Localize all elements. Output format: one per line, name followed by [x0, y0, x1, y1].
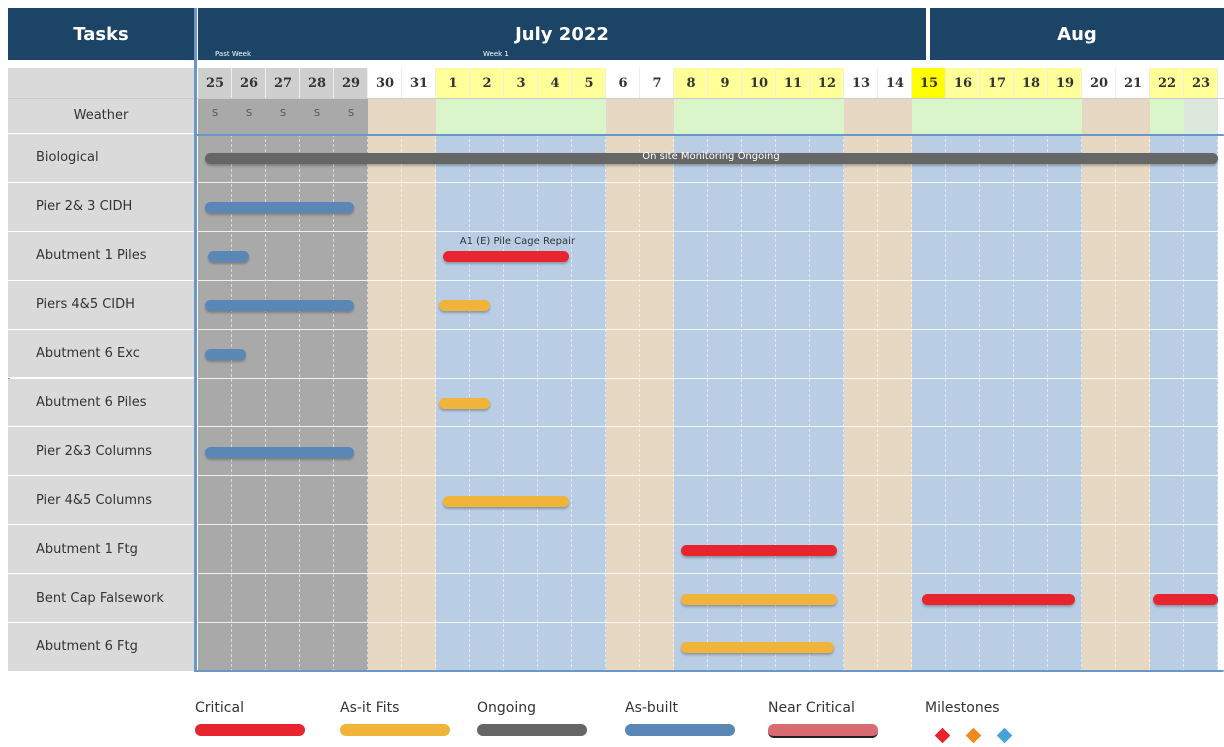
- legend-nearcritical: [768, 700, 878, 738]
- weather-cell: [980, 98, 1014, 134]
- milestone-orange-icon: [966, 728, 982, 744]
- weather-cell: [538, 98, 572, 134]
- weather-cell: [1082, 98, 1116, 134]
- weather-label: Weather: [8, 98, 194, 134]
- task-label: Bent Cap Falsework: [8, 574, 194, 623]
- legend-ongoing-label: Ongoing: [477, 700, 536, 716]
- task-label: Abutment 6 Piles: [8, 379, 194, 428]
- weather-cell: [1116, 98, 1150, 134]
- day-number: 16: [953, 75, 973, 91]
- day-number: 26: [239, 75, 259, 91]
- day-number: 6: [618, 75, 628, 91]
- asitfits-bar: [681, 594, 837, 605]
- row-divider: [8, 98, 1224, 99]
- weather-cell: [572, 98, 606, 134]
- task-label: Abutment 1 Piles: [8, 232, 194, 281]
- legend-asitfits-swatch: [340, 724, 450, 736]
- day-number: 31: [409, 75, 429, 91]
- day-number: 3: [516, 75, 526, 91]
- milestone-blue-icon: [997, 728, 1013, 744]
- weather-value: S: [245, 108, 253, 119]
- weather-cell: [946, 98, 980, 134]
- day-number: 29: [341, 75, 361, 91]
- day-number: 10: [749, 75, 769, 91]
- task-label: Pier 2&3 Columns: [8, 427, 194, 476]
- legend-asitfits-label: As-it Fits: [340, 700, 400, 716]
- weather-cell: [810, 98, 844, 134]
- bar-annotation: On site Monitoring Ongoing: [642, 151, 780, 163]
- day-number: 8: [686, 75, 696, 91]
- asbuilt-bar: [205, 447, 355, 458]
- legend-asbuilt-swatch: [625, 724, 735, 736]
- task-label: Pier 4&5 Columns: [8, 476, 194, 525]
- day-number: 9: [720, 75, 730, 91]
- day-number: 7: [652, 75, 662, 91]
- asbuilt-bar: [208, 251, 249, 262]
- weather-cell: [708, 98, 742, 134]
- weather-cell: [436, 98, 470, 134]
- milestone-red-icon: [935, 728, 951, 744]
- tasks-header: Tasks: [8, 8, 194, 60]
- legend-nearcritical-swatch: [768, 724, 878, 738]
- legend-milestones: [925, 700, 1000, 724]
- weather-cell: [1014, 98, 1048, 134]
- legend-asitfits: [340, 700, 450, 736]
- weather-cell: [776, 98, 810, 134]
- day-number: 19: [1055, 75, 1075, 91]
- weather-cell: [640, 98, 674, 134]
- critical-bar: [922, 594, 1075, 605]
- weather-cell: [912, 98, 946, 134]
- asitfits-bar: [443, 496, 569, 507]
- day-number: 23: [1191, 75, 1211, 91]
- legend-asbuilt-label: As-built: [625, 700, 678, 716]
- day-number: 14: [885, 75, 905, 91]
- day-number: 4: [550, 75, 560, 91]
- asitfits-bar: [681, 642, 834, 653]
- day-number: 21: [1123, 75, 1143, 91]
- day-number: 5: [584, 75, 594, 91]
- day-number: 25: [205, 75, 225, 91]
- weather-cell: [1048, 98, 1082, 134]
- task-label: Piers 4&5 CIDH: [8, 281, 194, 330]
- past-week-label: Past Week: [215, 50, 251, 58]
- day-number: 13: [851, 75, 871, 91]
- weather-value: S: [211, 108, 219, 119]
- legend-critical-swatch: [195, 724, 305, 736]
- legend-nearcritical-label: Near Critical: [768, 700, 855, 716]
- task-label: Abutment 6 Ftg: [8, 623, 194, 672]
- weather-cell: [1150, 98, 1184, 134]
- weather-cell: [504, 98, 538, 134]
- bar-annotation: A1 (E) Pile Cage Repair: [459, 235, 575, 247]
- weather-value: S: [279, 108, 287, 119]
- legend-ongoing-swatch: [477, 724, 587, 736]
- weather-value: S: [347, 108, 355, 119]
- task-label: Abutment 1 Ftg: [8, 525, 194, 574]
- task-label: Biological: [8, 134, 194, 183]
- legend-asbuilt: [625, 700, 735, 736]
- legend-milestones-label: Milestones: [925, 700, 1000, 716]
- day-number: 28: [307, 75, 327, 91]
- weather-cell: [844, 98, 878, 134]
- weather-cell: [368, 98, 402, 134]
- month-header-july: July 2022: [198, 8, 926, 60]
- critical-bar: [681, 545, 837, 556]
- weather-cell: [606, 98, 640, 134]
- day-number: 27: [273, 75, 293, 91]
- day-number: 12: [817, 75, 837, 91]
- asitfits-bar: [439, 398, 490, 409]
- week-label: Week 1: [483, 50, 509, 58]
- critical-bar: [443, 251, 569, 262]
- day-number: 20: [1089, 75, 1109, 91]
- weather-cell: [402, 98, 436, 134]
- day-number: 30: [375, 75, 395, 91]
- legend-critical-label: Critical: [195, 700, 244, 716]
- month-header-aug: Aug: [930, 8, 1224, 60]
- task-label: Pier 2& 3 CIDH: [8, 183, 194, 232]
- task-label: Abutment 6 Exc: [8, 330, 194, 379]
- weather-cell: [742, 98, 776, 134]
- day-number: 15: [919, 75, 939, 91]
- legend-critical: [195, 700, 305, 736]
- day-number: 1: [448, 75, 458, 91]
- asbuilt-bar: [205, 300, 355, 311]
- day-number: 2: [482, 75, 492, 91]
- critical-bar: [1153, 594, 1218, 605]
- column-separator: [194, 8, 197, 672]
- weather-cell: [674, 98, 708, 134]
- asbuilt-bar: [205, 202, 355, 213]
- weather-value: S: [313, 108, 321, 119]
- day-number: 17: [987, 75, 1007, 91]
- weather-cell: [878, 98, 912, 134]
- day-header-corner: [8, 68, 194, 98]
- day-number: 11: [783, 75, 803, 91]
- asbuilt-bar: [205, 349, 246, 360]
- day-number: 18: [1021, 75, 1041, 91]
- legend-ongoing: [477, 700, 587, 736]
- weather-cell: [470, 98, 504, 134]
- asitfits-bar: [439, 300, 490, 311]
- day-number: 22: [1157, 75, 1177, 91]
- weather-cell: [1184, 98, 1218, 134]
